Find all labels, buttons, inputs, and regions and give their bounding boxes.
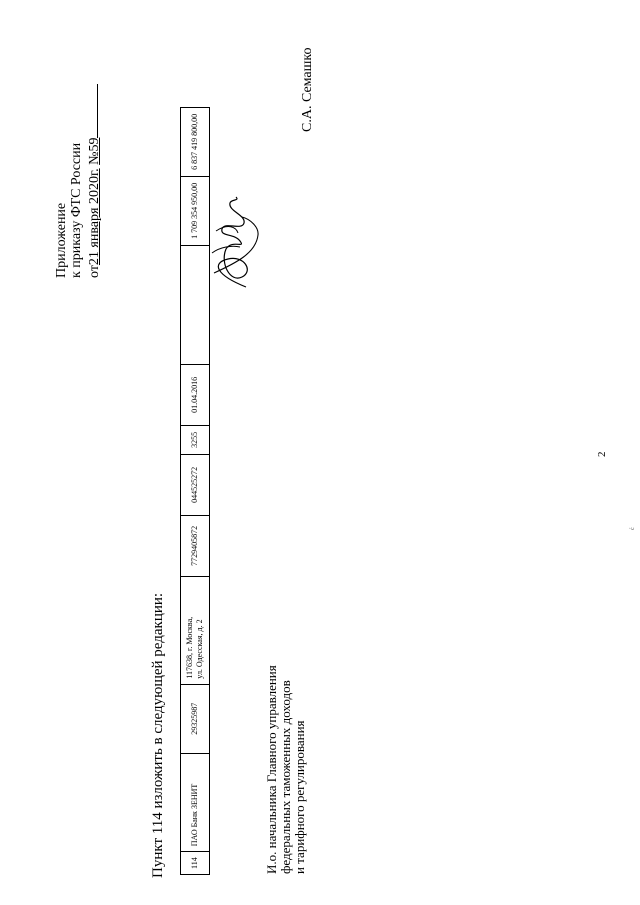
appendix-header	[54, 84, 102, 278]
cell-reg-code: 29325987	[181, 684, 210, 753]
signer-position-line-1: И.о. начальника Главного управления	[264, 665, 279, 874]
appendix-number: 59	[87, 137, 102, 152]
cell-bic: 044525272	[181, 454, 210, 515]
appendix-number-line	[84, 84, 98, 138]
cell-amount-1: 1 709 354 950,00	[181, 176, 210, 245]
signer-name: С.А. Семашко	[300, 47, 315, 132]
appendix-date-prefix: от	[87, 265, 102, 278]
signer-position-line-2: федеральных таможенных доходов	[278, 680, 293, 874]
appendix-date-line	[84, 84, 102, 278]
appendix-date: 21 января 2020г.	[87, 168, 102, 266]
address-line-2: ул. Одесская, д. 2	[195, 619, 204, 679]
address-line-1: 117638, г. Москва,	[185, 616, 194, 679]
cell-date: 01.04.2016	[181, 364, 210, 425]
intro-text: Пункт 114 изложить в следующей редакции:	[150, 592, 166, 878]
cell-number: 114	[181, 852, 210, 875]
signer-position	[265, 665, 307, 874]
cell-inn: 7729405872	[181, 515, 210, 576]
cell-bank: ПАО Банк ЗЕНИТ	[181, 753, 210, 852]
appendix-title: Приложение	[54, 202, 69, 278]
signer-position-line-3: и тарифного регулирования	[292, 720, 307, 874]
cell-address	[181, 576, 210, 684]
cell-license: 3255	[181, 425, 210, 454]
appendix-number-label: №	[87, 151, 102, 165]
appendix-order-ref: к приказу ФТС России	[69, 142, 84, 278]
page-number: 2	[596, 451, 608, 457]
handwritten-signature	[206, 193, 266, 293]
cell-amount-2: 6 837 419 800,00	[181, 107, 210, 176]
scan-artifact: ć	[630, 527, 636, 530]
